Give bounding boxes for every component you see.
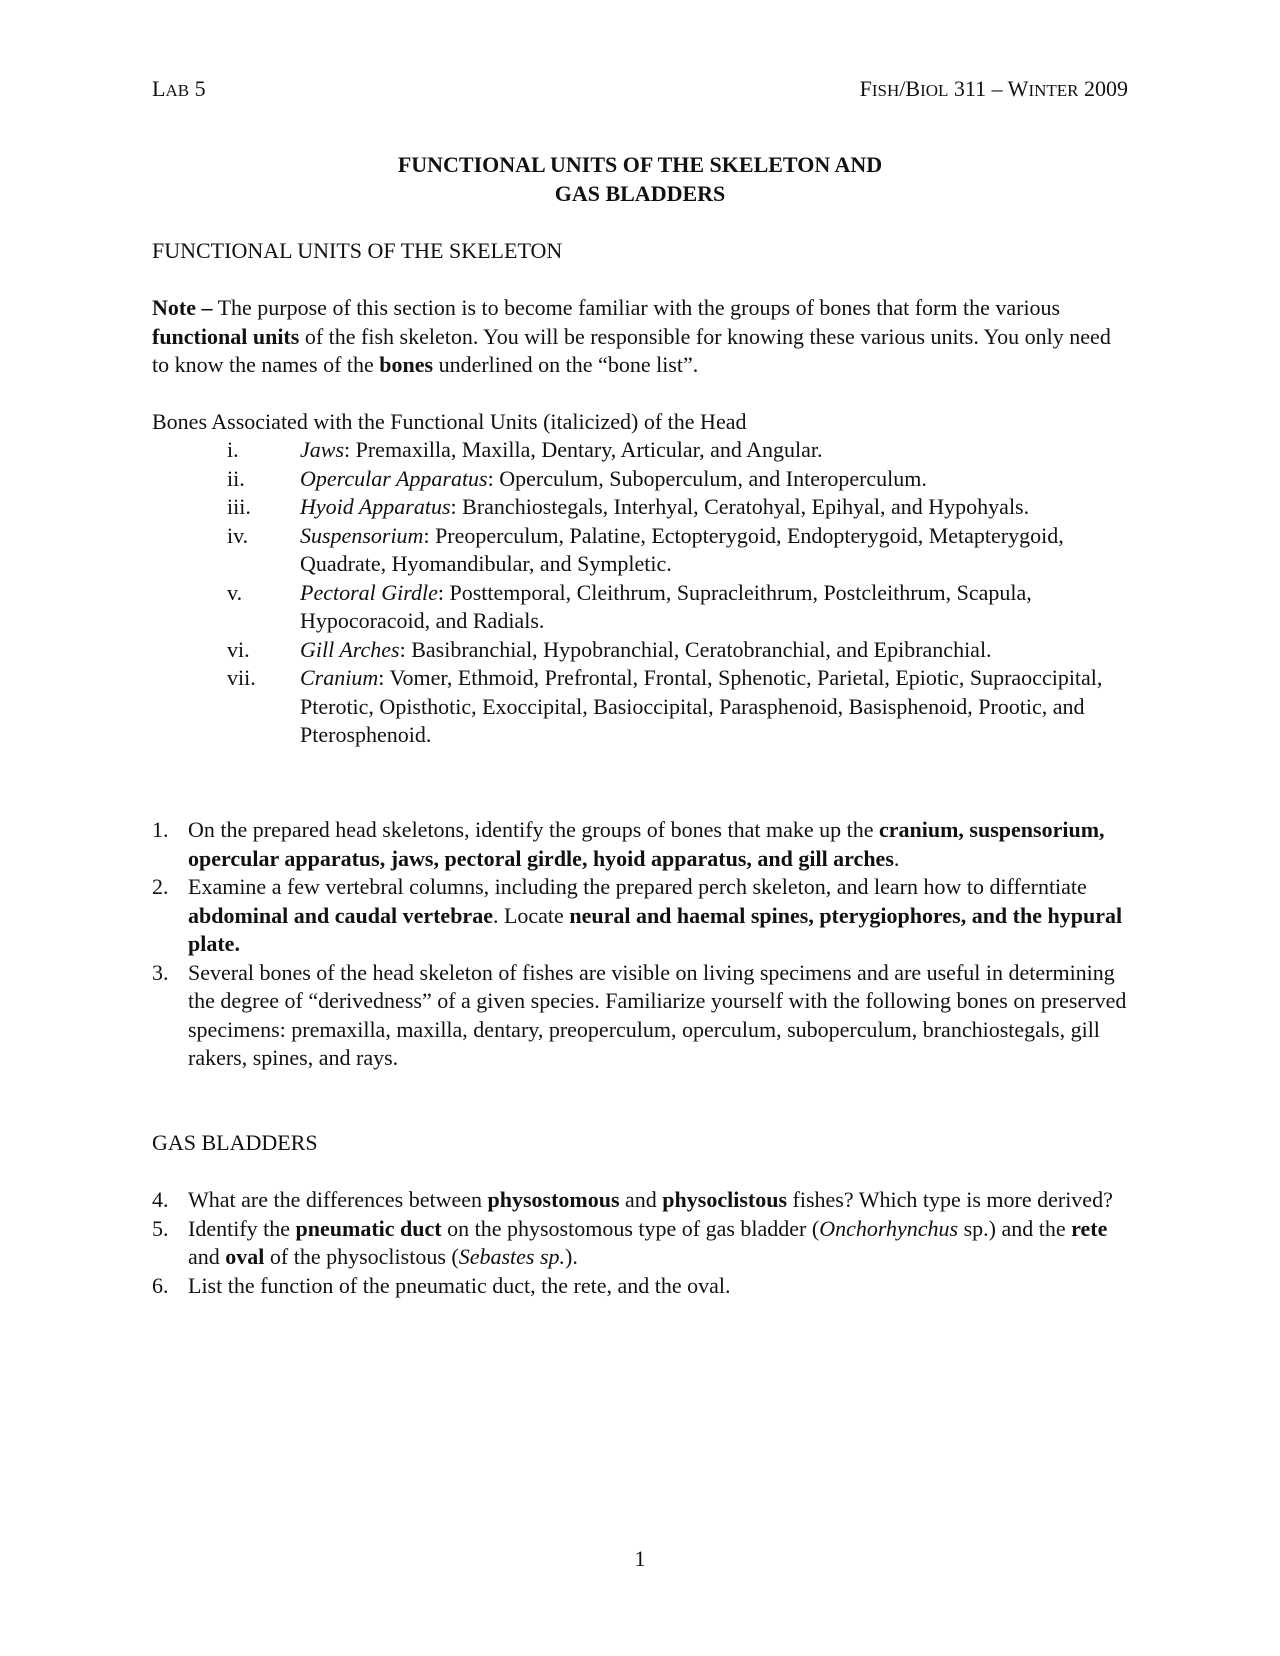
section-heading-gas-bladders: GAS BLADDERS [152,1130,318,1155]
bone-list-item: iv. Suspensorium: Preoperculum, Palatine, Ectopterygoid, Endopterygoid, Metapterygoid, Quadrate, Hyomandibular, and Sympletic. [227,522,1064,576]
bone-list-item: vii. Cranium: Vomer, Ethmoid, Prefrontal, Frontal, Sphenotic, Parietal, Epiotic, Supraoccipital, Pterotic, Opisthotic, Exoccipital, Basioccipital, Parasphenoid, Basisphenoid, Prootic, and Pterosphenoid. [227,665,1103,747]
bone-list-item: ii. Opercular Apparatus: Operculum, Suboperculum, and Interoperculum. [227,465,927,491]
page-number: 1 [634,1546,646,1571]
skeleton-questions [152,816,1142,1073]
section-heading-skeleton: FUNCTIONAL UNITS OF THE SKELETON [152,238,563,263]
question-item: 3. Several bones of the head skeleton of fishes are visible on living specimens and are useful in determining the degree of “derivedness” of a given species. Familiarize yourself with the following bones on preserved specimens: premaxilla, maxilla, dentary, preoperculum, operculum, suboperculum, branchiostegals, gill rakers, spines, and rays. [152,959,1127,1070]
gas-bladder-questions [152,1186,1142,1300]
document-title [0,150,1280,208]
bone-list-item: v. Pectoral Girdle: Posttemporal, Cleithrum, Supracleithrum, Postcleithrum, Scapula, Hypocoracoid, and Radials. [227,579,1032,633]
bones-intro: Bones Associated with the Functional Units (italicized) of the Head [152,409,747,434]
bone-list-item: i. Jaws: Premaxilla, Maxilla, Dentary, Articular, and Angular. [227,437,823,462]
bones-list [152,436,1152,750]
question-item: 6. List the function of the pneumatic duct, the rete, and the oval. [152,1272,731,1298]
note-paragraph: Note – The purpose of this section is to become familiar with the groups of bones that form the various functional units of the fish skeleton. You will be responsible for knowing these various units. You only need to know the names of the bones underlined on the “bone list”. [152,295,1111,377]
bone-list-item: iii. Hyoid Apparatus: Branchiostegals, Interhyal, Ceratohyal, Epihyal, and Hypohyals. [227,494,1030,519]
header-course-term: FISH/BIOL 311 – WINTER 2009 [859,76,1128,101]
title-line-1: FUNCTIONAL UNITS OF THE SKELETON AND [397,152,883,177]
question-item: 5. Identify the pneumatic duct on the physostomous type of gas bladder (Onchorhynchus sp.) and the rete and oval of the physoclistous (Sebastes sp.). [152,1215,1108,1269]
question-item: 1. On the prepared head skeletons, identify the groups of bones that make up the cranium, suspensorium, opercular apparatus, jaws, pectoral girdle, hyoid apparatus, and gill arches. [152,817,1105,871]
question-item: 4. What are the differences between physostomous and physoclistous fishes? Which type is more derived? [152,1187,1113,1212]
bone-list-item: vi. Gill Arches: Basibranchial, Hypobranchial, Ceratobranchial, and Epibranchial. [227,636,992,662]
question-item: 2. Examine a few vertebral columns, including the prepared perch skeleton, and learn how to differntiate abdominal and caudal vertebrae. Locate neural and haemal spines, pterygiophores, and the hypural plate. [152,874,1123,956]
header-lab-number: LAB 5 [152,76,206,101]
title-line-2: GAS BLADDERS [554,181,726,206]
